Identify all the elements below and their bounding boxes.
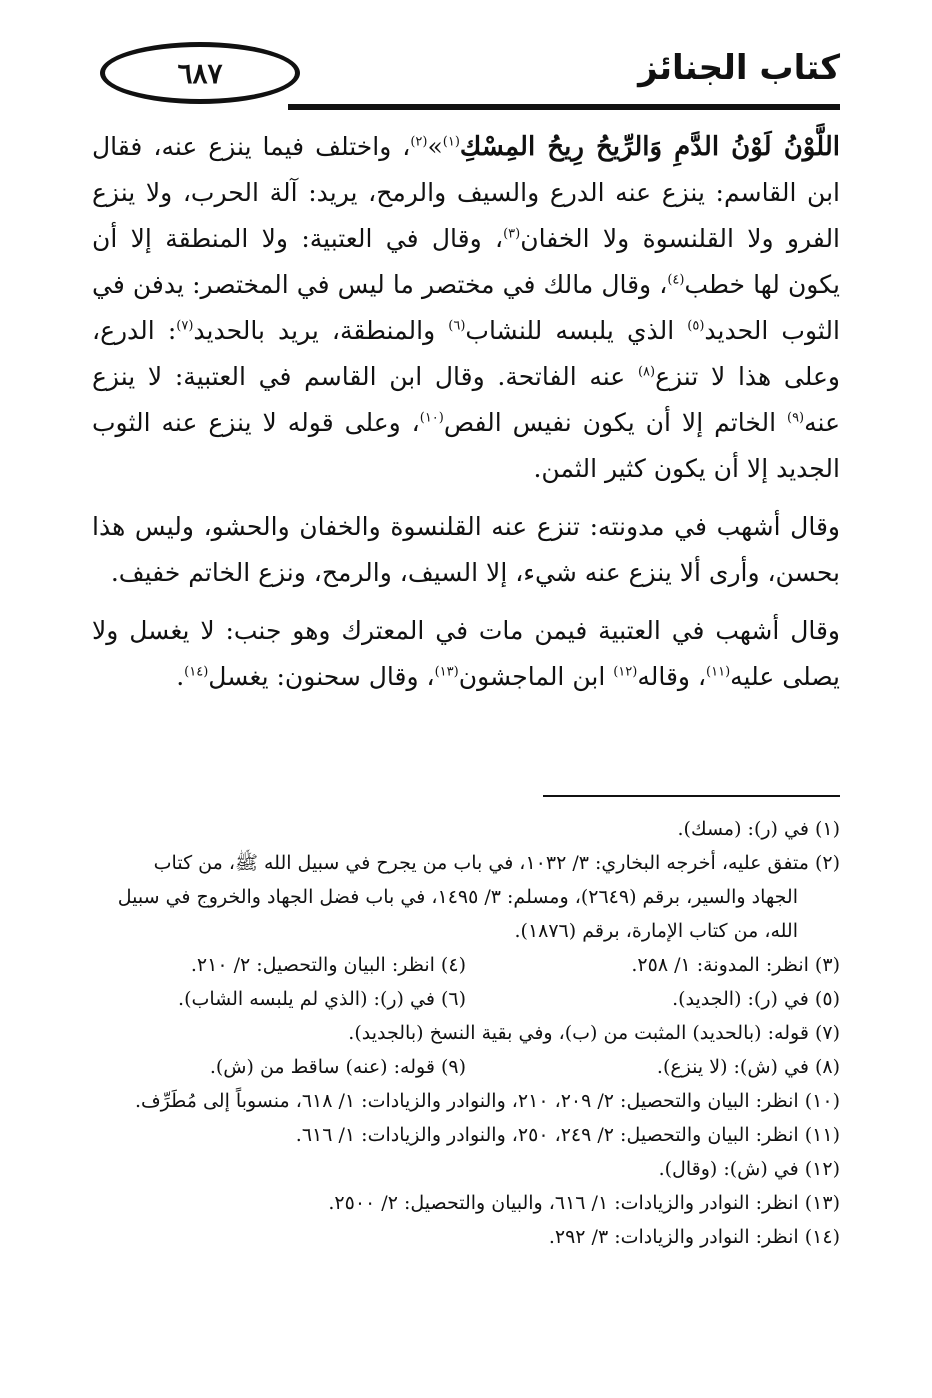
- text-span: ، وقال مالك في مختصر ما ليس في المختصر: يدفن في الثوب الحديد: [92, 270, 840, 345]
- footnote-ref-7: (٧): [176, 318, 194, 334]
- page-number: ٦٨٧: [177, 56, 223, 90]
- text-span: ابن الماجشون: [458, 662, 614, 691]
- footnote-4: (٤) انظر: البيان والتحصيل: ٢/ ٢١٠.: [190, 954, 466, 976]
- footnote-ref-13: (١٣): [434, 664, 459, 680]
- footnote-13: (١٣) انظر: النوادر والزيادات: ١/ ٦١٦، والبيان والتحصيل: ٢/ ٢٥٠٠.: [328, 1192, 840, 1214]
- footnote-ref-14: (١٤): [184, 664, 209, 680]
- header-rule: [288, 104, 840, 110]
- paragraph-3: [92, 608, 840, 700]
- text-span: .: [176, 662, 185, 691]
- text-span: ، وقاله: [637, 662, 707, 691]
- footnote-ref-4: (٤): [667, 272, 685, 288]
- footnote-3: (٣) انظر: المدونة: ١/ ٢٥٨.: [631, 954, 840, 976]
- text-span: : الدرع، وعلى هذا لا تنزع: [92, 316, 841, 391]
- text-span: عنه الفاتحة. وقال ابن القاسم في العتبية: لا ينزع عنه: [92, 362, 840, 437]
- footnote-ref-1: (١): [442, 134, 460, 150]
- footnote-12: (١٢) في (ش): (وقال).: [658, 1158, 840, 1180]
- footnote-5: (٥) في (ر): (الجديد).: [672, 988, 840, 1010]
- text-span: ، وقال سحنون: يغسل: [208, 662, 435, 691]
- text-span: ، واختلف فيما ينزع عنه، فقال ابن القاسم: ينزع عنه الدرع والسيف والرمح، يريد: آلة الحرب، ولا ينزع الفرو ولا القلنسوة ولا الخفان: [92, 132, 841, 253]
- footnote-6: (٦) في (ر): (الذي لم يلبسه الشاب).: [178, 988, 466, 1010]
- footnote-2-continued: الجهاد والسير، برقم (٢٦٤٩)، ومسلم: ٣/ ١٤٩٥، في باب فضل الجهاد والخروج في سبيل: [117, 886, 798, 908]
- footnote-row: [92, 982, 840, 1016]
- paragraph-2: وقال أشهب في مدونته: تنزع عنه القلنسوة والخفان والحشو، وليس هذا بحسن، وأرى ألا ينزع عنه شيء، إلا السيف، والرمح، ونزع الخاتم خفيف.: [92, 512, 840, 587]
- text-span: ، وقال في العتبية: ولا المنطقة إلا أن يكون لها خطب: [92, 224, 840, 299]
- text-span: الذي يلبسه للنشاب: [465, 316, 688, 345]
- footnote-ref-8: (٨): [637, 364, 656, 380]
- text-span: ، وعلى قوله لا ينزع عنه الثوب الجديد إلا أن يكون كثير الثمن.: [92, 408, 840, 483]
- book-title: كتاب الجنائز: [638, 48, 840, 88]
- footnote-ref-2: (٢): [410, 134, 428, 150]
- footnote-8: (٨) في (ش): (لا ينزع).: [656, 1056, 840, 1078]
- footnote-ref-5: (٥): [687, 318, 705, 334]
- footnote-2-continued: الله، من كتاب الإمارة، برقم (١٨٧٦).: [514, 920, 798, 942]
- footnote-ref-3: (٣): [503, 226, 521, 242]
- footnote-14: (١٤) انظر: النوادر والزيادات: ٣/ ٢٩٢.: [548, 1226, 840, 1248]
- page-number-oval: [100, 42, 300, 104]
- text-span: والمنطقة، يريد بالحديد: [193, 316, 449, 345]
- footnote-ref-11: (١١): [706, 664, 731, 680]
- footnote-11: (١١) انظر: البيان والتحصيل: ٢/ ٢٤٩، ٢٥٠، والنوادر والزيادات: ١/ ٦١٦.: [295, 1124, 840, 1146]
- footnote-ref-10: (١٠): [419, 410, 444, 426]
- footnote-10: (١٠) انظر: البيان والتحصيل: ٢/ ٢٠٩، ٢١٠، والنوادر والزيادات: ١/ ٦١٨، منسوباً إلى مُطَرِّف.: [134, 1090, 840, 1112]
- page-header: [96, 34, 840, 110]
- footnote-9: (٩) قوله: (عنه) ساقط من (ش).: [209, 1056, 466, 1078]
- quran-quote: اللَّوْنُ لَوْنُ الدَّمِ وَالرِّيحُ رِيحُ المِسْكِ: [459, 132, 840, 162]
- footnote-ref-12: (١٢): [613, 664, 638, 680]
- text-span: الخاتم إلا أن يكون نفيس الفص: [443, 408, 787, 437]
- closing-quote: »: [427, 132, 443, 161]
- footnotes: [92, 812, 840, 1254]
- footnote-ref-6: (٦): [448, 318, 466, 334]
- footnote-separator: [543, 795, 840, 797]
- main-text: [92, 124, 840, 712]
- footnote-2: (٢) متفق عليه، أخرجه البخاري: ٣/ ١٠٣٢، في باب من يجرح في سبيل الله ﷺ، من كتاب: [153, 852, 840, 874]
- paragraph-1: [92, 124, 840, 492]
- footnote-7: (٧) قوله: (بالحديد) المثبت من (ب)، وفي بقية النسخ (بالجديد).: [348, 1022, 840, 1044]
- footnote-1: (١) في (ر): (مسك).: [677, 818, 840, 840]
- footnote-row: [92, 1050, 840, 1084]
- text-span: وقال أشهب في العتبية فيمن مات في المعترك وهو جنب: لا يغسل ولا يصلى عليه: [92, 616, 840, 691]
- footnote-row: [92, 948, 840, 982]
- footnote-ref-9: (٩): [786, 410, 805, 426]
